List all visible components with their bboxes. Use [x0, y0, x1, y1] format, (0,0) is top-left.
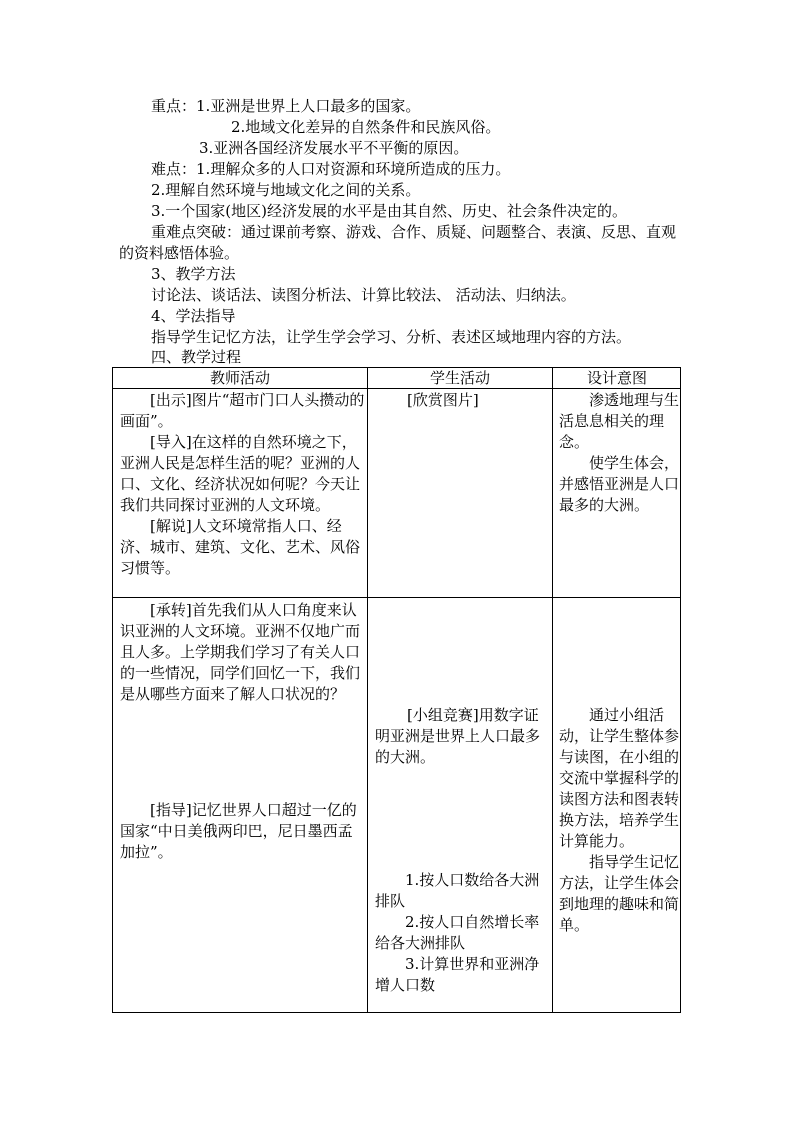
- difficulty-item-2: 2.理解自然环境与地域文化之间的关系。: [151, 181, 421, 199]
- row2-student-competition: [小组竞赛]用数字证明亚洲是世界上人口最多的大洲。: [375, 706, 541, 766]
- intent-population-awareness: 使学生体会，并感悟亚洲是人口最多的大洲。: [559, 454, 680, 514]
- row2-student-task-list: [375, 870, 553, 996]
- teacher-introduction: [导入]在这样的自然环境之下，亚洲人民是怎样生活的呢？亚洲的人口、文化、经济状况如何呢？今天让我们共同探讨亚洲的人文环境。: [120, 433, 361, 514]
- difficulty-item-3: 3.一个国家(地区)经济发展的水平是由其自然、历史、社会条件决定的。: [151, 202, 628, 220]
- method-heading: 3、教学方法: [151, 265, 236, 283]
- row2-teacher-transition: [承转]首先我们从人口角度来认识亚洲的人文环境。亚洲不仅地广而且人多。上学期我们学习了有关人口的一些情况，同学们回忆一下，我们是从哪些方面来了解人口状况的？: [120, 601, 361, 703]
- student-task-2: 2.按人口自然增长率给各大洲排队: [375, 913, 540, 952]
- focus-item-1: 1.亚洲是世界上人口最多的国家。: [196, 97, 421, 115]
- intent-geography-life: 渗透地理与生活息息相关的理念。: [559, 391, 680, 451]
- column-divider-1: [367, 368, 368, 1012]
- header-teacher-activity: 教师活动: [209, 369, 270, 387]
- intent-memory-method: 指导学生记忆方法，让学生体会到地理的趣味和简单。: [559, 853, 680, 934]
- intent-group-activity: 通过小组活动，让学生整体参与读图，在小组的交流中掌握科学的读图方法和图表转换方法，培养学生计算能力。: [559, 706, 680, 850]
- difficulty-item-1: 1.理解众多的人口对资源和环境所造成的压力。: [196, 160, 511, 178]
- focus-item-2: 2.地域文化差异的自然条件和民族风俗。: [231, 118, 501, 136]
- focus-label: 重点：: [151, 97, 197, 115]
- focus-line-1: [151, 96, 420, 117]
- header-design-intent: 设计意图: [586, 369, 647, 387]
- teaching-process-table: [112, 367, 681, 1013]
- study-heading: 4、学法指导: [151, 307, 236, 325]
- student-task-1: 1.按人口数给各大洲排队: [375, 871, 540, 910]
- study-text: 指导学生记忆方法，让学生学会学习、分析、表述区域地理内容的方法。: [151, 328, 632, 346]
- difficulty-line-1: [151, 159, 510, 180]
- focus-item-3: 3.亚洲各国经济发展水平不平衡的原因。: [199, 139, 469, 157]
- header-student-activity: 学生活动: [429, 369, 490, 387]
- row2-teacher-guidance: [指导]记忆世界人口超过一亿的国家“中日美俄两印巴，尼日墨西孟加拉”。: [120, 801, 357, 861]
- method-text: 讨论法、谈话法、读图分析法、计算比较法、 活动法、归纳法。: [151, 286, 576, 304]
- student-appreciate-picture: [欣赏图片]: [407, 391, 479, 409]
- teacher-explanation: [解说]人文环境常指人口、经济、城市、建筑、文化、艺术、风俗习惯等。: [120, 517, 361, 577]
- row1-teacher-cell: [120, 390, 365, 579]
- row1-student-cell: [375, 390, 553, 411]
- process-heading: 四、教学过程: [151, 348, 242, 366]
- difficulty-label: 难点：: [151, 160, 197, 178]
- student-task-3: 3.计算世界和亚洲净增人口数: [375, 955, 540, 994]
- header-divider: [113, 388, 680, 389]
- breakthrough-paragraph: 重难点突破：通过课前考察、游戏、合作、质疑、问题整合、表演、反思、直观的资料感悟体验。: [119, 223, 677, 262]
- row-divider: [113, 597, 680, 598]
- teacher-show-picture: [出示]图片“超市门口人头攒动的画面”。: [120, 391, 365, 430]
- row1-intent-cell: [559, 390, 679, 516]
- row2-intent-cell: [559, 705, 679, 936]
